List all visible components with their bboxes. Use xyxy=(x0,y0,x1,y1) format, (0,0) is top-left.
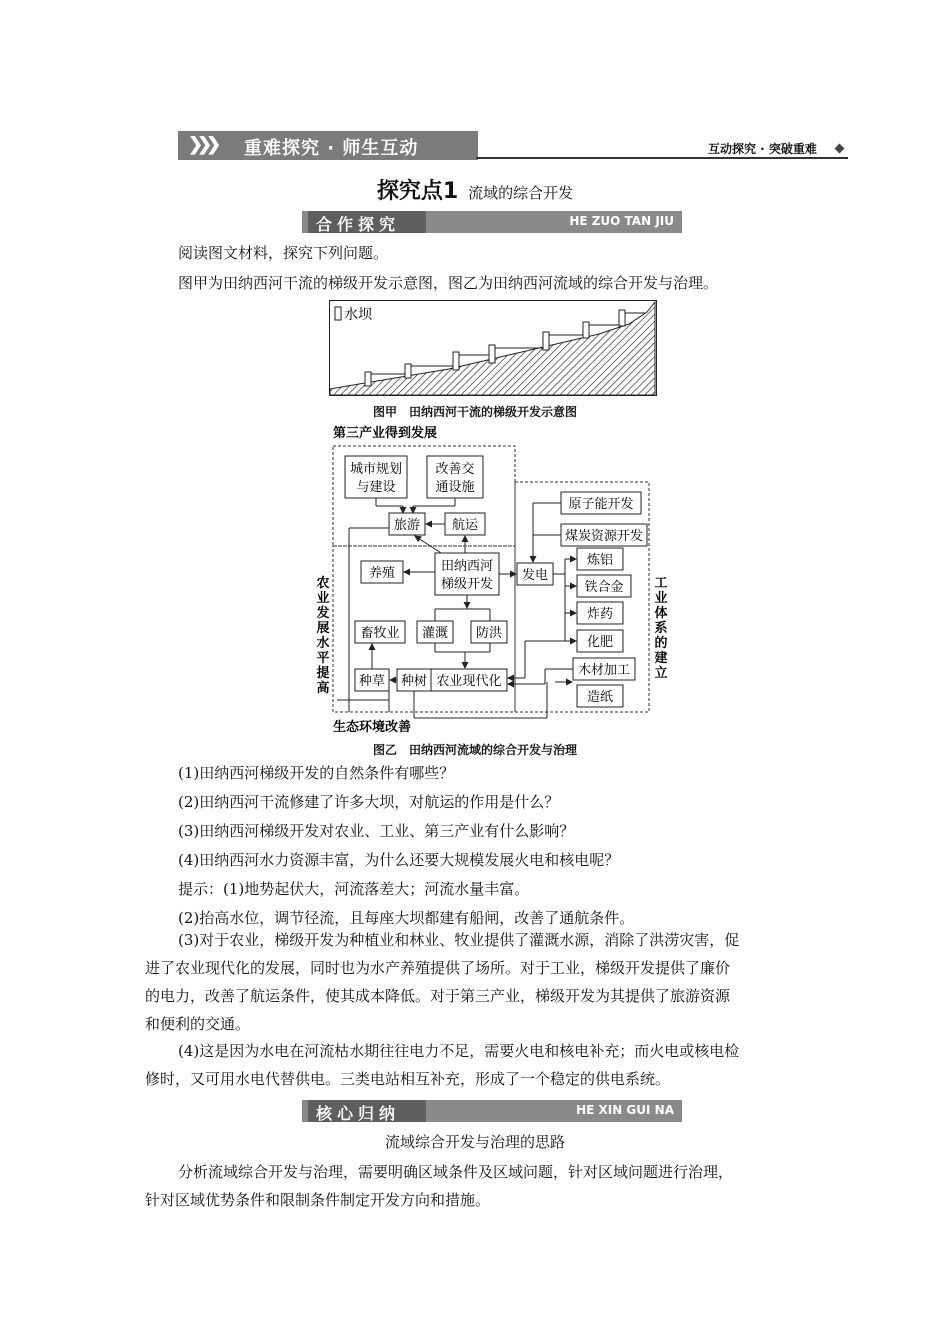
question-3: (3)田纳西河梯级开发对农业、工业、第三产业有什么影响？ xyxy=(178,822,575,840)
section-bar-pinyin: HE ZUO TAN JIU xyxy=(569,214,674,228)
label-industry xyxy=(653,576,667,681)
vertical-label-char: 工 xyxy=(654,576,668,591)
dam-icon xyxy=(405,364,411,378)
box-forestry-wood: 木材加工 xyxy=(577,663,631,678)
vertical-label-char: 发 xyxy=(316,606,330,621)
label-tertiary: 第三产业得到发展 xyxy=(333,426,438,441)
section-banner xyxy=(178,131,478,160)
figure-a-legend: 水坝 xyxy=(344,307,372,323)
dam-icon xyxy=(583,322,589,338)
section-bar-cooperative xyxy=(302,211,682,233)
box-forestry-paper: 造纸 xyxy=(586,690,614,705)
box-city-planning-line2: 与建设 xyxy=(356,480,396,495)
diamond-icon xyxy=(835,144,845,154)
answer-4-line: 修时，又可用水电代替供电。三类电站相互补充，形成了一个稳定的供电系统。 xyxy=(145,1070,671,1088)
label-ecology: 生态环境改善 xyxy=(333,720,412,735)
summary-line: 分析流域综合开发与治理，需要明确区域条件及区域问题，针对区域问题进行治理， xyxy=(178,1163,734,1181)
box-industry-aluminum: 炼铝 xyxy=(586,553,614,568)
box-energy-coal: 煤炭资源开发 xyxy=(564,529,644,544)
dam-icon xyxy=(453,352,459,370)
point-number: 探究点1 xyxy=(376,179,459,204)
dam-icon xyxy=(619,310,625,326)
box-irrigation: 灌溉 xyxy=(421,626,449,641)
box-center-line2: 梯级开发 xyxy=(440,577,494,592)
answer-3-line: 进了农业现代化的发展，同时也为水产养殖提供了场所。对于工业，梯级开发提供了廉价 xyxy=(145,959,731,977)
figure-b-caption: 图乙 田纳西河流域的综合开发与治理 xyxy=(372,743,577,757)
answer-3-4 xyxy=(145,929,825,1129)
summary-title: 流域综合开发与治理的思路 xyxy=(384,1133,565,1151)
vertical-label-char: 业 xyxy=(654,591,668,606)
box-city-planning-line1: 城市规划 xyxy=(349,462,403,477)
box-trees: 种树 xyxy=(400,674,428,689)
question-1: (1)田纳西河梯级开发的自然条件有哪些？ xyxy=(178,764,455,782)
box-agri-modern: 农业现代化 xyxy=(436,674,502,689)
vertical-label-char: 高 xyxy=(316,681,330,696)
vertical-label-char: 农 xyxy=(316,576,330,591)
point-subtitle: 流域的综合开发 xyxy=(468,184,574,202)
question-2: (2)田纳西河干流修建了许多大坝，对航运的作用是什么？ xyxy=(178,793,560,811)
box-transport-line2: 通设施 xyxy=(435,480,475,495)
dam-icon xyxy=(365,372,371,386)
vertical-label-char: 系 xyxy=(654,621,668,636)
box-aquaculture: 养殖 xyxy=(368,566,396,581)
figure-a-cascade xyxy=(329,300,657,396)
section-bar-label: 核心归纳 xyxy=(316,1104,401,1123)
summary-body xyxy=(145,1161,825,1221)
box-power: 发电 xyxy=(521,568,549,583)
figure-a-caption: 图甲 田纳西河干流的梯级开发示意图 xyxy=(372,405,577,419)
box-livestock: 畜牧业 xyxy=(360,626,400,641)
box-tourism: 旅游 xyxy=(393,518,421,533)
section-bar-pinyin: HE XIN GUI NA xyxy=(576,1103,674,1117)
summary-line: 针对区域优势条件和限制条件制定开发方向和措施。 xyxy=(145,1191,491,1209)
point-title xyxy=(0,174,950,205)
vertical-label-char: 展 xyxy=(316,621,330,636)
vertical-label-char: 水 xyxy=(316,636,330,651)
label-agriculture xyxy=(315,575,329,696)
box-industry-fertilizer: 化肥 xyxy=(586,635,614,650)
box-industry-ferroalloy: 铁合金 xyxy=(584,580,624,595)
box-flood-control: 防洪 xyxy=(475,626,503,641)
dam-icon xyxy=(489,345,495,363)
dam-legend-icon xyxy=(335,307,341,320)
box-shipping: 航运 xyxy=(451,518,479,533)
dam-icon xyxy=(543,332,549,350)
intro-line: 阅读图文材料，探究下列问题。 xyxy=(178,244,389,262)
box-industry-explosives: 炸药 xyxy=(586,607,614,622)
vertical-label-char: 提 xyxy=(316,666,330,681)
figure-b-diagram xyxy=(315,420,675,750)
header-rule xyxy=(476,157,848,159)
answer-3-line: 和便利的交通。 xyxy=(145,1015,251,1033)
banner-title: 重难探究 · 师生互动 xyxy=(244,138,419,159)
vertical-label-char: 立 xyxy=(654,666,668,681)
section-bar-core xyxy=(302,1100,682,1122)
intro-line: 图甲为田纳西河干流的梯级开发示意图，图乙为田纳西河流域的综合开发与治理。 xyxy=(178,274,719,292)
question-4: (4)田纳西河水力资源丰富，为什么还要大规模发展火电和核电呢？ xyxy=(178,851,620,869)
box-center-line1: 田纳西河 xyxy=(440,559,494,574)
answer-3-line: 的电力，改善了航运条件，使其成本降低。对于第三产业，梯级开发为其提供了旅游资源 xyxy=(145,987,731,1005)
box-energy-nuclear: 原子能开发 xyxy=(568,497,634,512)
section-bar-label: 合作探究 xyxy=(316,215,401,234)
vertical-label-char: 建 xyxy=(654,651,668,666)
vertical-label-char: 平 xyxy=(316,651,330,666)
box-grass: 种草 xyxy=(358,674,386,689)
vertical-label-char: 业 xyxy=(316,591,330,606)
answer-3-line: (3)对于农业，梯级开发为种植业和林业、牧业提供了灌溉水源，消除了洪涝灾害，促 xyxy=(178,931,740,949)
answer-2: (2)抬高水位，调节径流，且每座大坝都建有船闸，改善了通航条件。 xyxy=(178,909,635,927)
vertical-label-char: 的 xyxy=(654,636,668,651)
box-transport-line1: 改善交 xyxy=(435,462,475,477)
chevron-right-icon: ❯❯❯ xyxy=(188,134,216,155)
header-tag: 互动探究 · 突破重难 xyxy=(708,142,817,156)
answer-1: 提示：(1)地势起伏大，河流落差大；河流水量丰富。 xyxy=(178,880,530,898)
vertical-label-char: 体 xyxy=(654,606,668,621)
answer-4-line: (4)这是因为水电在河流枯水期往往电力不足，需要火电和核电补充；而火电或核电检 xyxy=(178,1042,740,1060)
